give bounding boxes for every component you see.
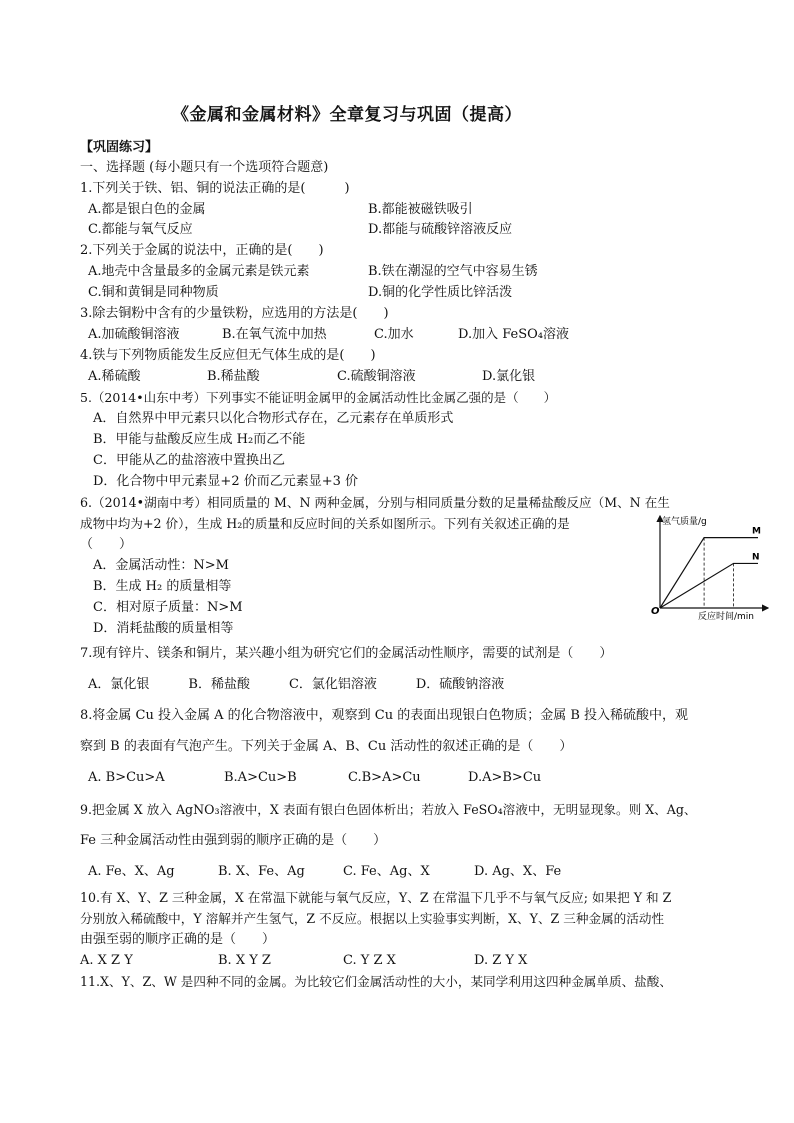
section-tag: 【巩固练习】 xyxy=(80,140,159,155)
q6-option-a: A．金属活动性：N>M xyxy=(93,558,229,573)
q5-stem: 5.（2014•山东中考）下列事实不能证明金属甲的金属活动性比金属乙强的是（ ） xyxy=(80,390,557,405)
q3-option-b: B.在氧气流中加热 xyxy=(222,327,327,342)
series-label-N: N xyxy=(752,552,760,563)
x-axis-label: 反应时间/min xyxy=(698,612,755,622)
origin-label: O xyxy=(651,606,660,617)
q2-option-c: C.铜和黄铜是同种物质 xyxy=(88,285,219,300)
q10-option-a: A. X Z Y xyxy=(80,953,133,968)
q2-stem: 2.下列关于金属的说法中，正确的是( ) xyxy=(80,243,324,258)
h2-mass-vs-time-chart xyxy=(644,510,772,622)
q1-option-c: C.都能与氧气反应 xyxy=(88,222,193,237)
q8-stem-line2: 察到 B 的表面有气泡产生。下列关于金属 A、B、Cu 活动性的叙述正确的是（ ） xyxy=(80,739,573,754)
q6-option-b: B．生成 H₂ 的质量相等 xyxy=(93,579,232,594)
q8-option-b: B.A>Cu>B xyxy=(224,770,297,785)
q11-stem-line1: 11.X、Y、Z、W 是四种不同的金属。为比较它们金属活动性的大小，某同学利用这四种金属单质、盐酸、 xyxy=(80,974,672,989)
part-heading: 一、选择题 (每小题只有一个选项符合题意) xyxy=(80,160,329,175)
q4-option-d: D.氯化银 xyxy=(482,369,536,384)
page-title: 《金属和金属材料》全章复习与巩固（提高） xyxy=(172,105,522,125)
q6-stem-line2: 成物中均为+2 价），生成 H₂的质量和反应时间的关系如图所示。下列有关叙述正确的是 xyxy=(80,516,570,531)
q4-stem: 4.铁与下列物质能发生反应但无气体生成的是( ) xyxy=(80,348,376,363)
q10-stem-line3: 由强至弱的顺序正确的是（ ） xyxy=(80,932,276,947)
q5-option-b: B．甲能与盐酸反应生成 H₂而乙不能 xyxy=(93,432,306,447)
q8-stem-line1: 8.将金属 Cu 投入金属 A 的化合物溶液中，观察到 Cu 的表面出现银白色物质；金属 B 投入稀硫酸中，观 xyxy=(80,708,689,723)
q1-stem: 1.下列关于铁、铝、铜的说法正确的是( ) xyxy=(80,181,350,196)
q9-option-a: A. Fe、X、Ag xyxy=(88,864,175,879)
q8-option-c: C.B>A>Cu xyxy=(348,770,421,785)
q2-option-a: A.地壳中含量最多的金属元素是铁元素 xyxy=(88,264,310,279)
q4-option-c: C.硫酸铜溶液 xyxy=(337,369,416,384)
q1-option-a: A.都是银白色的金属 xyxy=(88,202,206,217)
q9-stem-line2: Fe 三种金属活动性由强到弱的顺序正确的是（ ） xyxy=(80,833,387,848)
q10-option-c: C. Y Z X xyxy=(343,953,396,968)
q9-option-d: D. Ag、X、Fe xyxy=(474,864,562,879)
q2-option-d: D.铜的化学性质比锌活泼 xyxy=(368,285,513,300)
q4-option-a: A.稀硫酸 xyxy=(88,369,141,384)
q4-option-b: B.稀盐酸 xyxy=(207,369,260,384)
q6-stem-line1: 6.（2014•湖南中考）相同质量的 M、N 两种金属，分别与相同质量分数的足量稀盐酸反应（M、N 在生 xyxy=(80,495,670,510)
q1-option-d: D.都能与硫酸锌溶液反应 xyxy=(368,222,513,237)
q3-stem: 3.除去铜粉中含有的少量铁粉，应选用的方法是( ) xyxy=(80,306,389,321)
q1-option-b: B.都能被磁铁吸引 xyxy=(368,202,473,217)
q9-stem-line1: 9.把金属 X 放入 AgNO₃溶液中，X 表面有银白色固体析出；若放入 FeSO₄溶液中，无明显现象。则 X、Ag、 xyxy=(80,802,697,817)
q6-option-c: C．相对原子质量：N>M xyxy=(93,600,243,615)
q2-option-b: B.铁在潮湿的空气中容易生锈 xyxy=(368,264,538,279)
q10-option-d: D. Z Y X xyxy=(474,953,528,968)
q5-option-c: C．甲能从乙的盐溶液中置换出乙 xyxy=(93,453,285,468)
q7-options: A．氯化银 B．稀盐酸 C．氯化铝溶液 D．硫酸钠溶液 xyxy=(88,677,505,692)
q7-stem: 7.现有锌片、镁条和铜片，某兴趣小组为研究它们的金属活动性顺序，需要的试剂是（ ） xyxy=(80,646,613,661)
series-label-M: M xyxy=(752,526,761,537)
q3-option-c: C.加水 xyxy=(374,327,414,342)
q10-stem-line1: 10.有 X、Y、Z 三种金属，X 在常温下就能与氧气反应，Y、Z 在常温下几乎不与氧气反应; 如果把 Y 和 Z xyxy=(80,890,672,905)
q10-stem-line2: 分别放入稀硫酸中，Y 溶解并产生氢气，Z 不反应。根据以上实验事实判断，X、Y、Z 三种金属的活动性 xyxy=(80,911,665,926)
q10-option-b: B. X Y Z xyxy=(218,953,271,968)
q6-option-d: D．消耗盐酸的质量相等 xyxy=(93,621,234,636)
y-axis-label: 氢气质量/g xyxy=(662,517,707,527)
q5-option-d: D．化合物中甲元素显+2 价而乙元素显+3 价 xyxy=(93,474,359,489)
q6-stem-line3: （ ） xyxy=(80,537,133,552)
q8-option-a: A. B>Cu>A xyxy=(88,770,165,785)
q5-option-a: A．自然界中甲元素只以化合物形式存在，乙元素存在单质形式 xyxy=(93,411,454,426)
q8-option-d: D.A>B>Cu xyxy=(468,770,542,785)
q3-option-a: A.加硫酸铜溶液 xyxy=(88,327,180,342)
q3-option-d: D.加入 FeSO₄溶液 xyxy=(458,327,570,342)
q9-option-c: C. Fe、Ag、X xyxy=(343,864,430,879)
series-line-N xyxy=(660,563,758,608)
series-line-M xyxy=(660,538,758,608)
q9-option-b: B. X、Fe、Ag xyxy=(218,864,305,879)
